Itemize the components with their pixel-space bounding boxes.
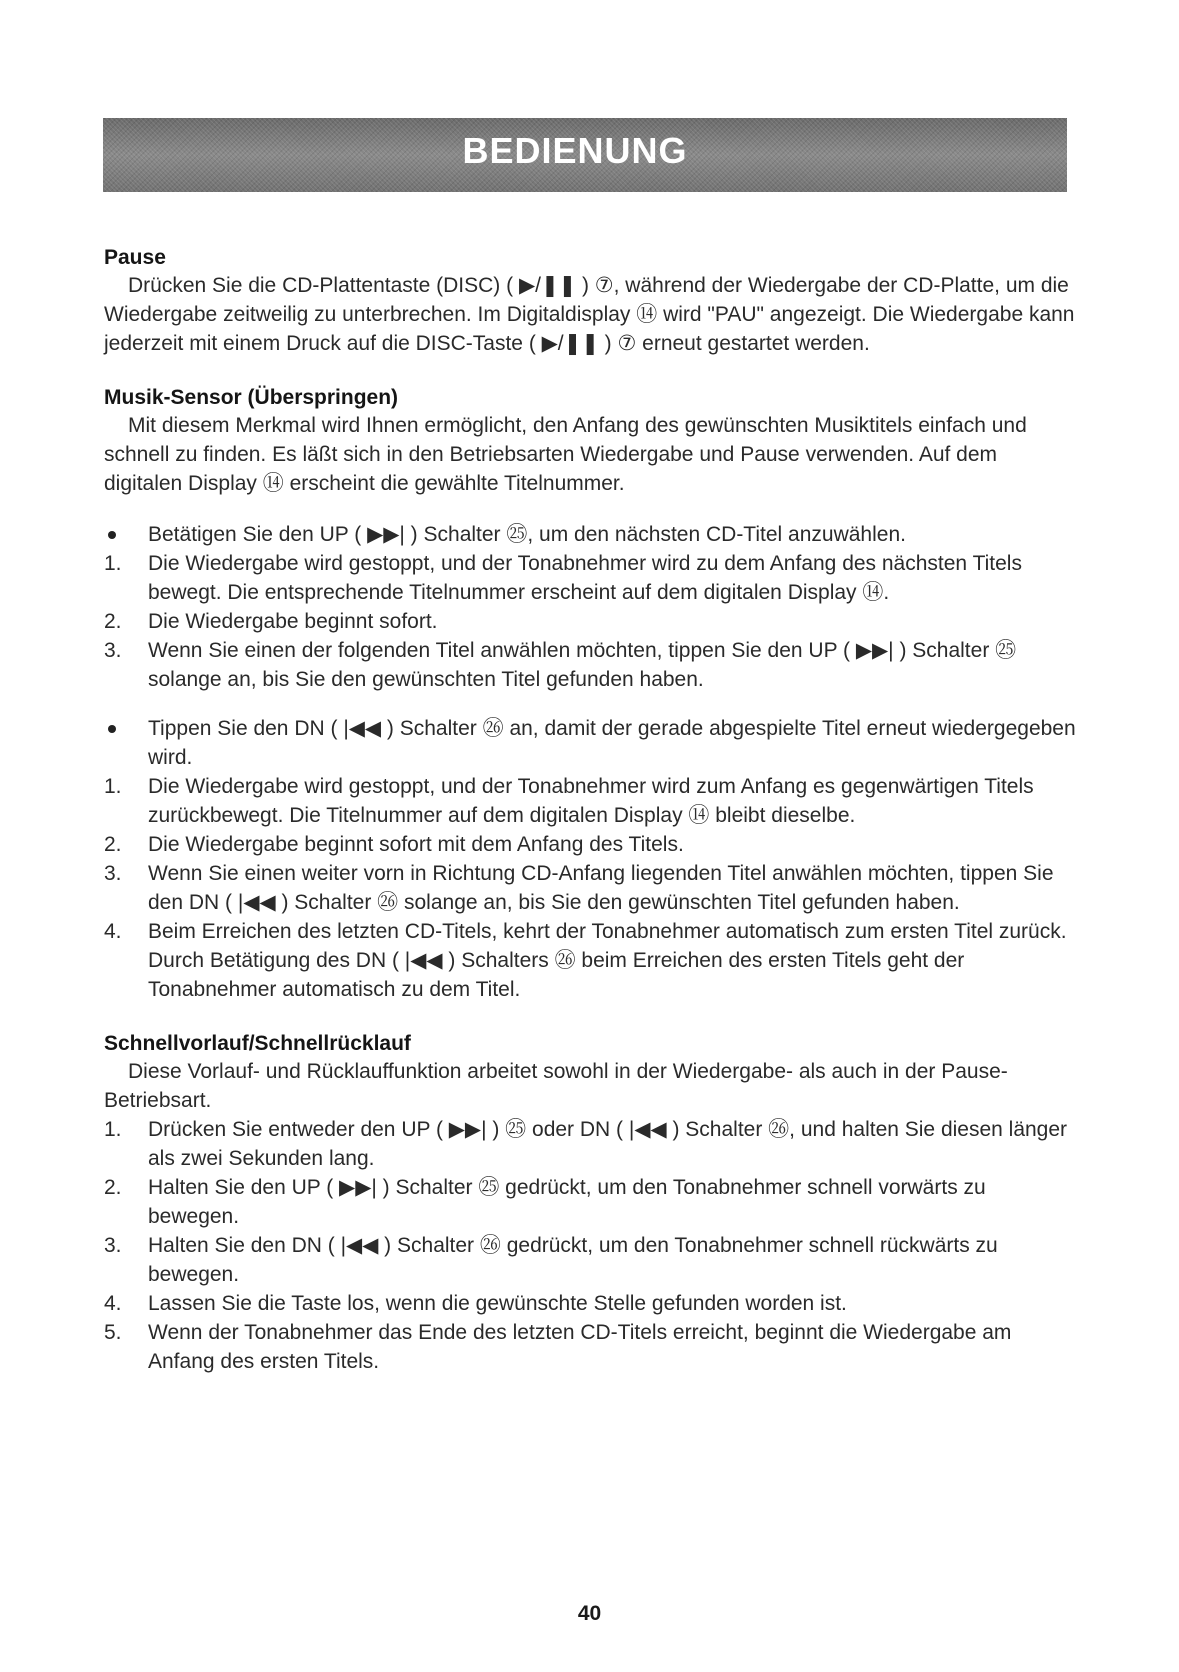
list-item <box>104 1231 1079 1289</box>
step-text: Halten Sie den UP ( ▶▶| ) Schalter ㉕ gedrückt, um den Tonabnehmer schnell vorwärts zu bewegen. <box>148 1176 986 1228</box>
step-text: Wenn Sie einen weiter vorn in Richtung CD-Anfang liegenden Titel anwählen möchten, tippen Sie den DN ( |◀◀ ) Schalter ㉖ solange an, bis Sie den gewünschten Titel gefunden haben. <box>148 862 1054 914</box>
bullet-marker <box>104 520 140 549</box>
step-number: 3. <box>104 1234 122 1257</box>
list-item <box>104 714 1079 772</box>
list-item <box>104 1173 1079 1231</box>
list-item <box>104 917 1079 1004</box>
step-number: 3. <box>104 862 122 885</box>
step-text: Die Wiedergabe beginnt sofort. <box>148 610 438 633</box>
step-text: Drücken Sie entweder den UP ( ▶▶| ) ㉕ oder DN ( |◀◀ ) Schalter ㉖, und halten Sie diesen länger als zwei Sekunden lang. <box>148 1118 1068 1170</box>
section-heading: Pause <box>104 246 166 269</box>
list-item <box>104 549 1079 607</box>
list-item <box>104 1115 1079 1173</box>
list-item <box>104 772 1079 830</box>
step-text: Wenn der Tonabnehmer das Ende des letzten CD-Titels erreicht, beginnt die Wiedergabe am Anfang des ersten Titels. <box>148 1321 1012 1373</box>
step-text: Beim Erreichen des letzten CD-Titels, kehrt der Tonabnehmer automatisch zum ersten Titel zurück. Durch Betätigung des DN ( |◀◀ ) Schalters ㉖ beim Erreichen des ersten Titels geht der Tonabnehmer automatisch zu dem Titel. <box>148 920 1067 1001</box>
bullet-text: Tippen Sie den DN ( |◀◀ ) Schalter ㉖ an, damit der gerade abgespielte Titel erneut wiedergegeben wird. <box>148 717 1076 769</box>
section-text: Mit diesem Merkmal wird Ihnen ermöglicht, den Anfang des gewünschten Musiktitels einfach und schnell zu finden. Es läßt sich in den Betriebsarten Wiedergabe und Pause verwenden. Auf dem digitalen Display ⑭ erscheint die gewählte Titelnummer. <box>104 414 1027 495</box>
section-pause <box>104 244 1079 358</box>
step-number: 1. <box>104 552 122 575</box>
up-instructions <box>104 520 1079 694</box>
header-banner <box>103 118 1067 192</box>
list-item <box>104 1289 1079 1318</box>
section-text: Drücken Sie die CD-Plattentaste (DISC) ( ▶/❚❚ ) ⑦, während der Wiedergabe der CD-Platte, um die Wiedergabe zeitweilig zu unterbrechen. Im Digitaldisplay ⑭ wird "PAU" angezeigt. Die Wiedergabe kann jederzeit mit einem Druck auf die DISC-Taste ( ▶/❚❚ ) ⑦ erneut gestartet werden. <box>104 274 1075 355</box>
bullet-dot-icon <box>108 531 116 539</box>
dn-instructions <box>104 714 1079 1004</box>
step-number: 4. <box>104 920 122 943</box>
section-fast-forward-rewind <box>104 1030 1079 1376</box>
list-item <box>104 830 1079 859</box>
step-text: Wenn Sie einen der folgenden Titel anwählen möchten, tippen Sie den UP ( ▶▶| ) Schalter ㉕ solange an, bis Sie den gewünschten Titel gefunden haben. <box>148 639 1017 691</box>
list-item <box>104 636 1079 694</box>
step-text: Die Wiedergabe beginnt sofort mit dem Anfang des Titels. <box>148 833 684 856</box>
step-number: 5. <box>104 1321 122 1344</box>
page-title: BEDIENUNG <box>462 130 688 171</box>
step-number: 1. <box>104 775 122 798</box>
list-item <box>104 1318 1079 1376</box>
list-item <box>104 859 1079 917</box>
list-item <box>104 607 1079 636</box>
step-number: 1. <box>104 1118 122 1141</box>
list-item <box>104 520 1079 549</box>
step-number: 2. <box>104 610 122 633</box>
step-text: Die Wiedergabe wird gestoppt, und der Tonabnehmer wird zum Anfang es gegenwärtigen Titels zurückbewegt. Die Titelnummer auf dem digitalen Display ⑭ bleibt dieselbe. <box>148 775 1034 827</box>
step-number: 2. <box>104 833 122 856</box>
manual-content <box>104 244 1079 1402</box>
step-number: 4. <box>104 1292 122 1315</box>
section-music-sensor <box>104 384 1079 1004</box>
step-text: Die Wiedergabe wird gestoppt, und der Tonabnehmer wird zu dem Anfang des nächsten Titels bewegt. Die entsprechende Titelnummer erscheint auf dem digitalen Display ⑭. <box>148 552 1022 604</box>
section-heading: Schnellvorlauf/Schnellrücklauf <box>104 1032 411 1055</box>
step-number: 3. <box>104 639 122 662</box>
bullet-dot-icon <box>108 725 116 733</box>
bullet-text: Betätigen Sie den UP ( ▶▶| ) Schalter ㉕, um den nächsten CD-Titel anzuwählen. <box>148 523 906 546</box>
step-text: Lassen Sie die Taste los, wenn die gewünschte Stelle gefunden worden ist. <box>148 1292 847 1315</box>
step-number: 2. <box>104 1176 122 1199</box>
section-heading: Musik-Sensor (Überspringen) <box>104 386 399 409</box>
section-text: Diese Vorlauf- und Rücklauffunktion arbeitet sowohl in der Wiedergabe- als auch in der Pause-Betriebsart. <box>104 1060 1008 1112</box>
bullet-marker <box>104 714 140 743</box>
step-text: Halten Sie den DN ( |◀◀ ) Schalter ㉖ gedrückt, um den Tonabnehmer schnell rückwärts zu bewegen. <box>148 1234 998 1286</box>
page-number: 40 <box>577 1602 602 1625</box>
